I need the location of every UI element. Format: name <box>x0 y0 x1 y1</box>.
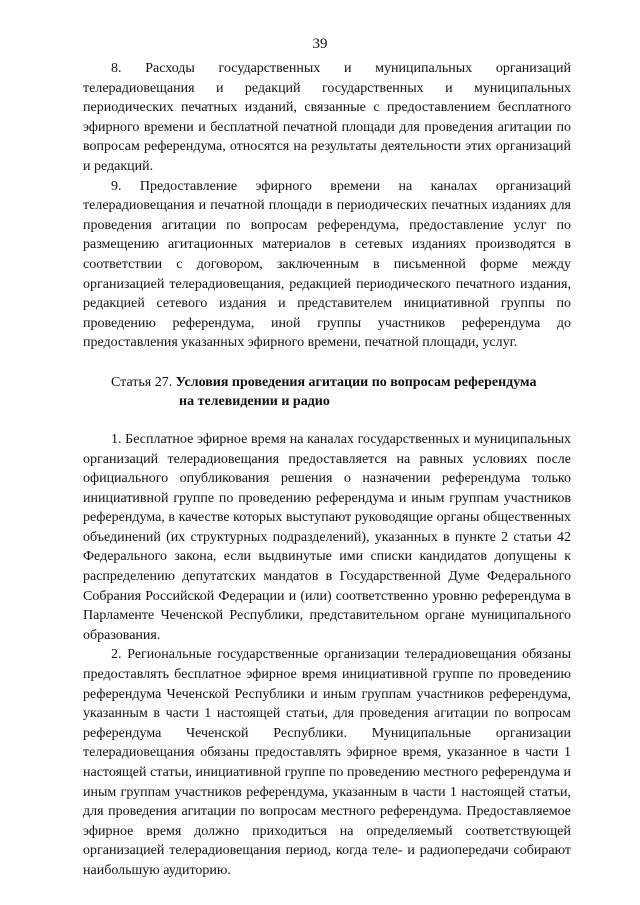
article-heading-line1 <box>83 373 571 392</box>
paragraph-27-2: 2. Региональные государственные организации телерадиовещания обязаны предоставлять бесплатное эфирное время инициативной группе по проведению референдума Чеченской Республики и иным группам участников референдума, указанным в части 1 настоящей статьи, для проведения агитации по вопросам референдума Чеченской Республики. Муниципальные организации телерадиовещания обязаны предоставлять эфирное время, указанное в части 1 настоящей статьи, инициативной группе по проведению местного референдума и иным группам участников референдума, указанным в части 1 настоящей статьи, для проведения агитации по вопросам местного референдума. Предоставляемое эфирное время должно приходиться на определяемый соответствующей организацией телерадиовещания период, когда теле- и радиопередачи собирают наибольшую аудиторию. <box>83 647 571 878</box>
article-heading <box>83 373 571 411</box>
paragraph-27-1: 1. Бесплатное эфирное время на каналах государственных и муниципальных организаций телерадиовещания предоставляется на равных условиях после официального опубликования решения о назначении референдума только инициативной группе по проведению референдума и иным группам участников референдума, в качестве которых выступают руководящие органы общественных объединений (их структурных подразделений), указанных в пункте 2 статьи 42 Федерального закона, если выдвинутые ими списки кандидатов допущены к распределению депутатских мандатов в Государственной Думе Федерального Собрания Российской Федерации и (или) соответственно уровню референдума в Парламенте Чеченской Республики, представительном органе муниципального образования. <box>83 431 571 643</box>
document-body <box>83 59 571 881</box>
article-title-part2: на телевидении и радио <box>179 393 330 409</box>
article-number: Статья 27. <box>111 374 173 390</box>
article-title-part1: Условия проведения агитации по вопросам референдума <box>175 374 537 390</box>
paragraph-9: 9. Предоставление эфирного времени на каналах организаций телерадиовещания и печатной площади в периодических печатных изданиях для проведения агитации по вопросам референдума, предоставление услуг по размещению агитационных материалов в сетевых изданиях производятся в соответствии с договором, заключенным в письменной форме между организацией телерадиовещания, редакцией периодического печатного издания, редакцией сетевого издания и представителем инициативной группы по проведению референдума, иной группы участников референдума до предоставления указанных эфирного времени, печатной площади, услуг. <box>83 178 571 351</box>
paragraph-8: 8. Расходы государственных и муниципальных организаций телерадиовещания и редакций государственных и муниципальных периодических печатных изданий, связанные с предоставлением бесплатного эфирного времени и бесплатной печатной площади для проведения агитации по вопросам референдума, относятся на результаты деятельности этих организаций и редакций. <box>83 61 571 174</box>
page-number: 39 <box>312 36 328 52</box>
